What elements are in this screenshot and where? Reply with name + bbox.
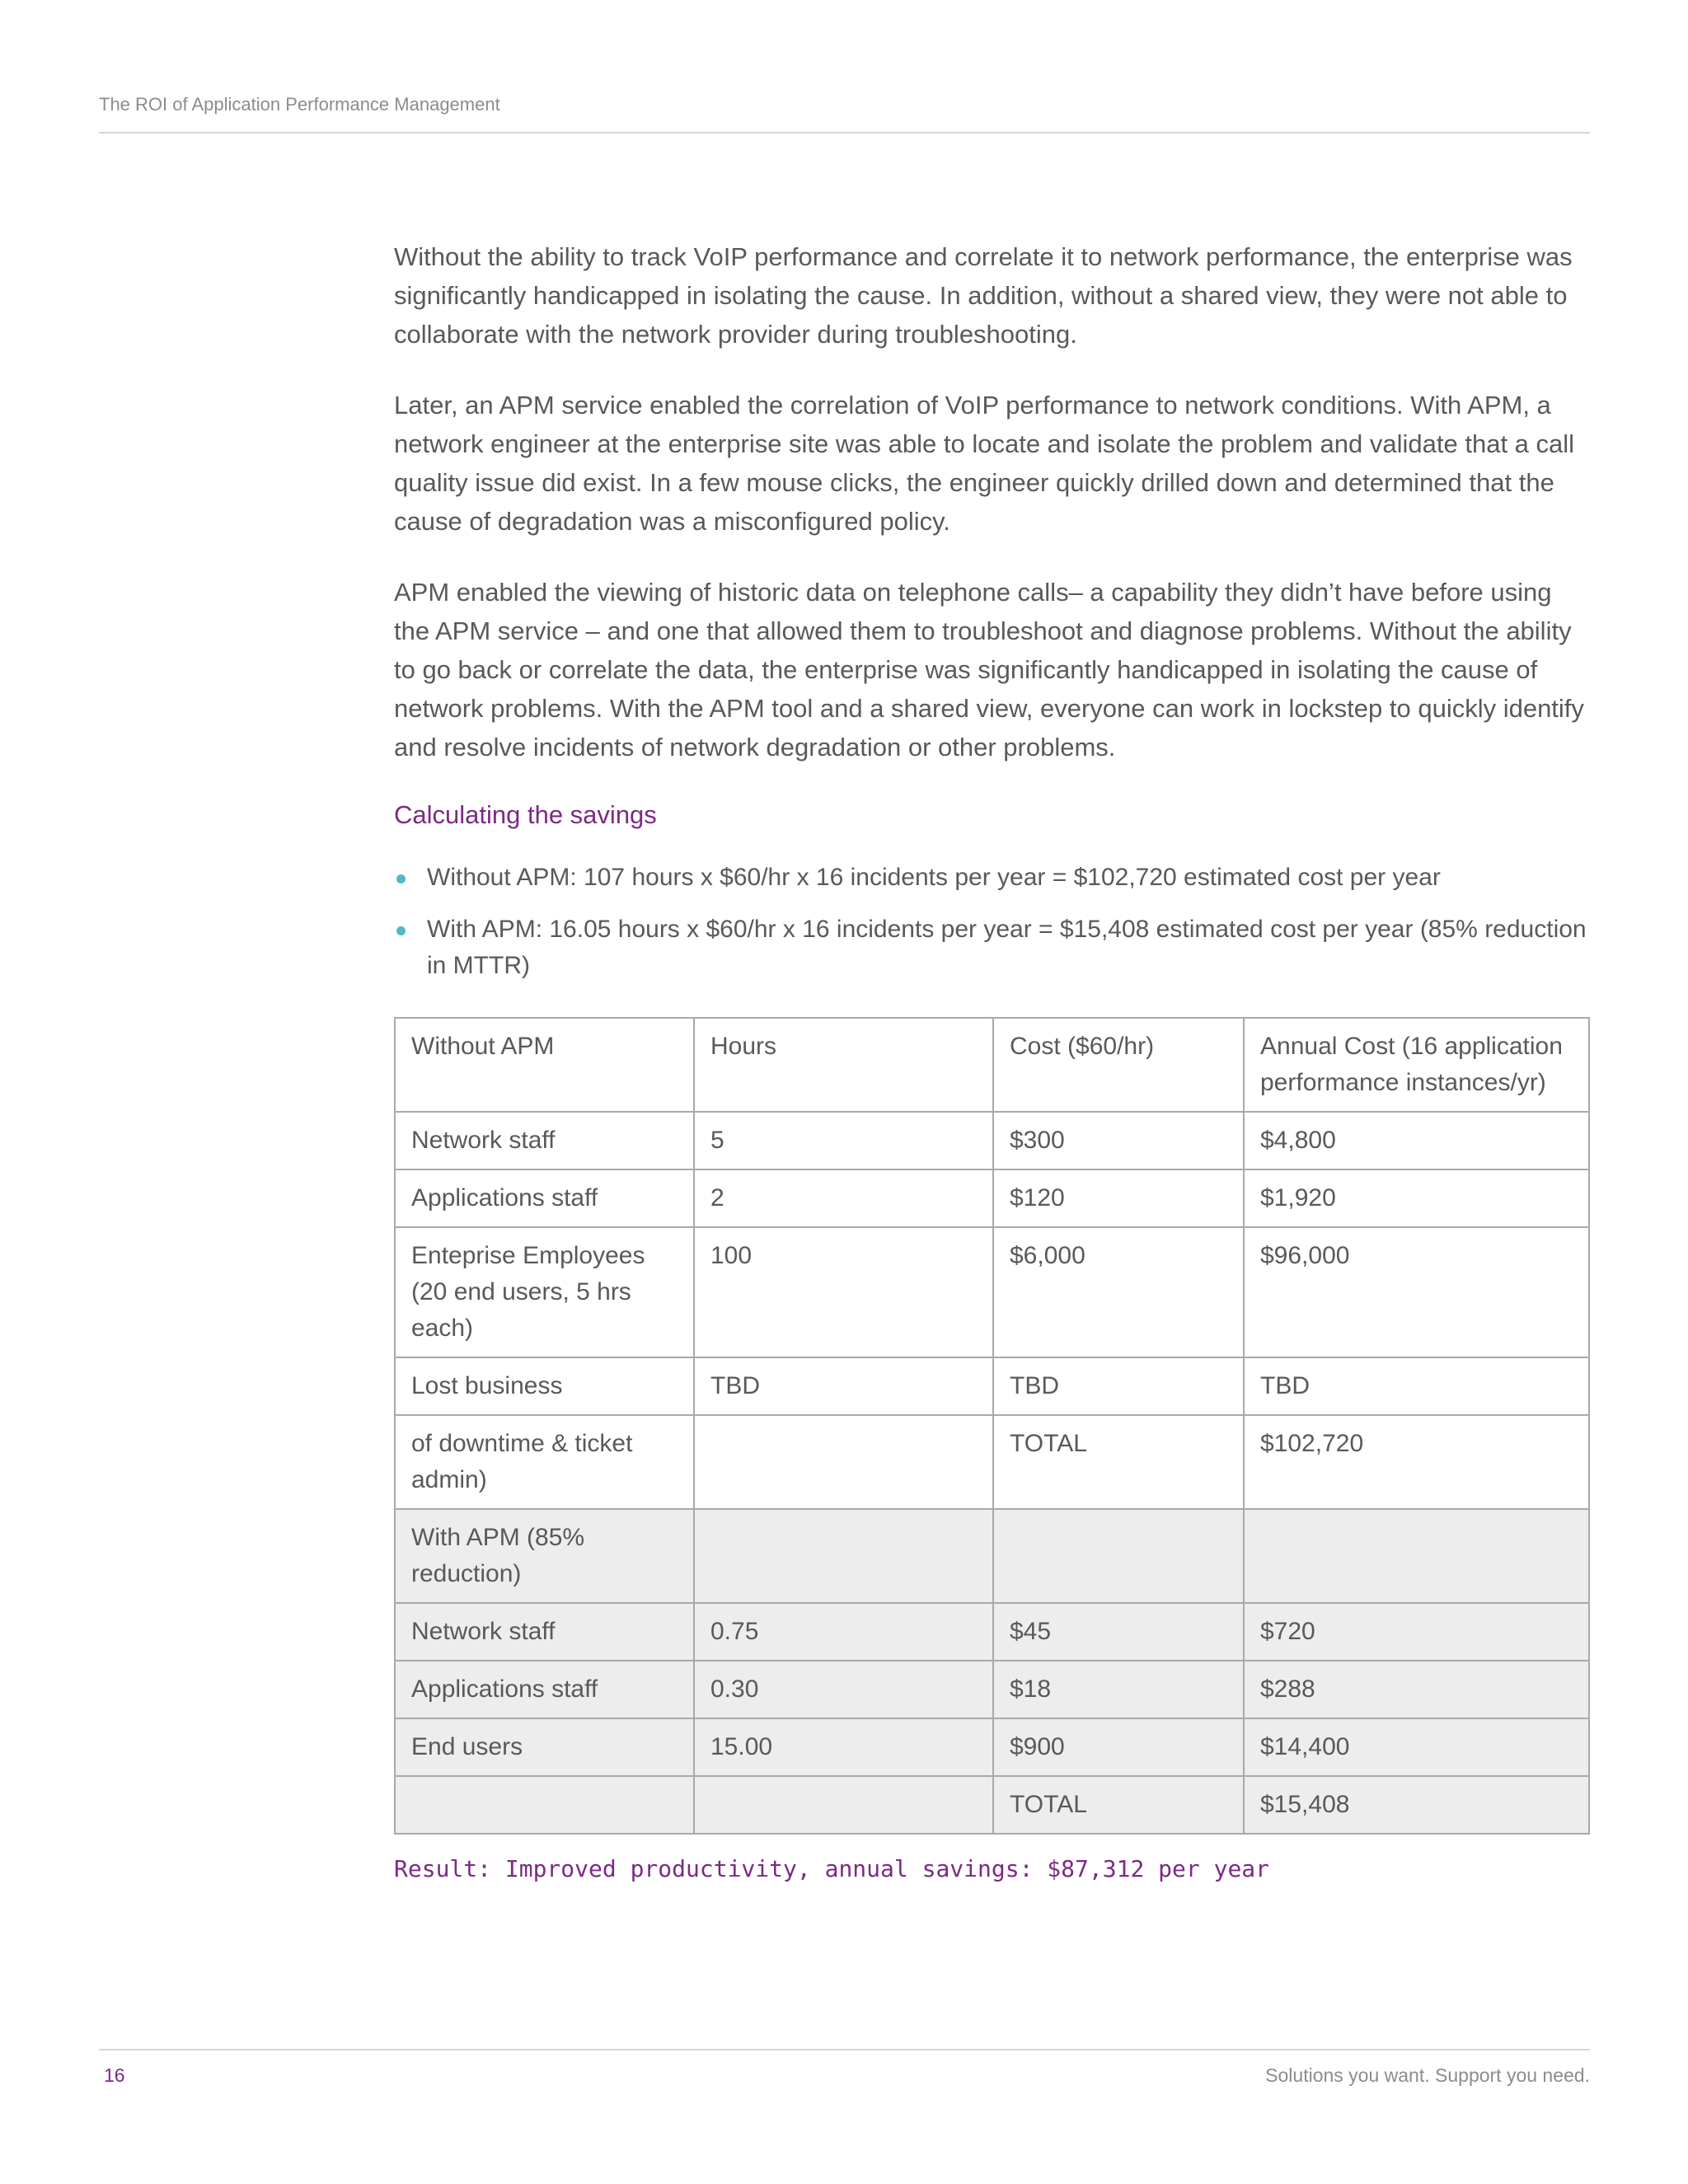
bullet-dot-icon: [396, 874, 406, 883]
table-section-row: [395, 1509, 1589, 1603]
bullet-item: [394, 912, 1591, 984]
table-cell: $14,400: [1244, 1718, 1589, 1776]
table-cell: TOTAL: [993, 1415, 1244, 1509]
savings-bullet-list: [394, 860, 1591, 984]
table-header-cell: Without APM: [395, 1018, 694, 1112]
footer-tagline: Solutions you want. Support you need.: [1265, 2064, 1590, 2086]
table-cell: 2: [694, 1169, 993, 1227]
table-row: [395, 1718, 1589, 1776]
table-cell: With APM (85% reduction): [395, 1509, 694, 1603]
table-cell: of downtime & ticket admin): [395, 1415, 694, 1509]
header-divider: [99, 132, 1590, 134]
table-cell: 100: [694, 1227, 993, 1357]
table-cell: $45: [993, 1603, 1244, 1661]
table-cell: [694, 1509, 993, 1603]
cost-table: [394, 1017, 1590, 1835]
table-row: [395, 1661, 1589, 1718]
table-cell: $900: [993, 1718, 1244, 1776]
table-cell: $1,920: [1244, 1169, 1589, 1227]
table-cell: Applications staff: [395, 1661, 694, 1718]
table-cell: [395, 1776, 694, 1834]
bullet-dot-icon: [396, 926, 406, 935]
table-cell: $4,800: [1244, 1112, 1589, 1169]
paragraph-1: Without the ability to track VoIP performance and correlate it to network performance, the enterprise was significantly handicapped in isolating the cause. In addition, without a shared view, they were not able to collaborate with the network provider during troubleshooting.: [394, 242, 1573, 349]
table-cell: $288: [1244, 1661, 1589, 1718]
table-cell: Lost business: [395, 1357, 694, 1415]
table-cell: End users: [395, 1718, 694, 1776]
table-cell: $6,000: [993, 1227, 1244, 1357]
table-cell: TOTAL: [993, 1776, 1244, 1834]
table-cell: [694, 1776, 993, 1834]
table-cell: $15,408: [1244, 1776, 1589, 1834]
table-total-row: [395, 1415, 1589, 1509]
table-row: [395, 1227, 1589, 1357]
bullet-text: Without APM: 107 hours x $60/hr x 16 incidents per year = $102,720 estimated cost per year: [427, 864, 1441, 891]
table-header-row: [395, 1018, 1589, 1112]
table-cell: 15.00: [694, 1718, 993, 1776]
table-total-row: [395, 1776, 1589, 1834]
table-header-cell: Cost ($60/hr): [993, 1018, 1244, 1112]
table-cell: $300: [993, 1112, 1244, 1169]
section-heading: Calculating the savings: [394, 800, 657, 829]
paragraph-2: Later, an APM service enabled the correlation of VoIP performance to network conditions. With APM, a network engineer at the enterprise site was able to locate and isolate the problem and validate that a call quality issue did exist. In a few mouse clicks, the engineer quickly drilled down and determined that the cause of degradation was a misconfigured policy.: [394, 391, 1575, 536]
bullet-text: With APM: 16.05 hours x $60/hr x 16 incidents per year = $15,408 estimated cost per year (85% reduction in MTTR): [427, 916, 1587, 979]
result-statement: Result: Improved productivity, annual savings: $87,312 per year: [394, 1855, 1270, 1882]
table-cell: Applications staff: [395, 1169, 694, 1227]
table-cell: 0.30: [694, 1661, 993, 1718]
table-header-cell: Hours: [694, 1018, 993, 1112]
table-cell: $96,000: [1244, 1227, 1589, 1357]
table-row: [395, 1112, 1589, 1169]
table-cell: TBD: [993, 1357, 1244, 1415]
table-cell: [694, 1415, 993, 1509]
table-cell: TBD: [694, 1357, 993, 1415]
table-cell: Network staff: [395, 1603, 694, 1661]
table-cell: $720: [1244, 1603, 1589, 1661]
table-row: [395, 1357, 1589, 1415]
table-header-cell: Annual Cost (16 application performance instances/yr): [1244, 1018, 1589, 1112]
table-cell: $120: [993, 1169, 1244, 1227]
table-cell: $102,720: [1244, 1415, 1589, 1509]
main-content: [394, 237, 1591, 1886]
table-cell: 0.75: [694, 1603, 993, 1661]
table-row: [395, 1603, 1589, 1661]
page-number: 16: [104, 2064, 125, 2086]
running-header: The ROI of Application Performance Management: [99, 94, 500, 115]
bullet-item: [394, 860, 1591, 896]
paragraph-3: APM enabled the viewing of historic data on telephone calls– a capability they didn’t have before using the APM service – and one that allowed them to troubleshoot and diagnose problems. Without the ability to go back or correlate the data, the enterprise was significantly handicapped in isolating the cause of network problems. With the APM tool and a shared view, everyone can work in lockstep to quickly identify and resolve incidents of network degradation or other problems.: [394, 578, 1584, 762]
table-cell: Network staff: [395, 1112, 694, 1169]
table-cell: TBD: [1244, 1357, 1589, 1415]
table-cell: $18: [993, 1661, 1244, 1718]
table-cell: Enteprise Employees (20 end users, 5 hrs each): [395, 1227, 694, 1357]
table-cell: [1244, 1509, 1589, 1603]
footer-divider: [99, 2049, 1590, 2050]
table-row: [395, 1169, 1589, 1227]
table-cell: [993, 1509, 1244, 1603]
table-cell: 5: [694, 1112, 993, 1169]
